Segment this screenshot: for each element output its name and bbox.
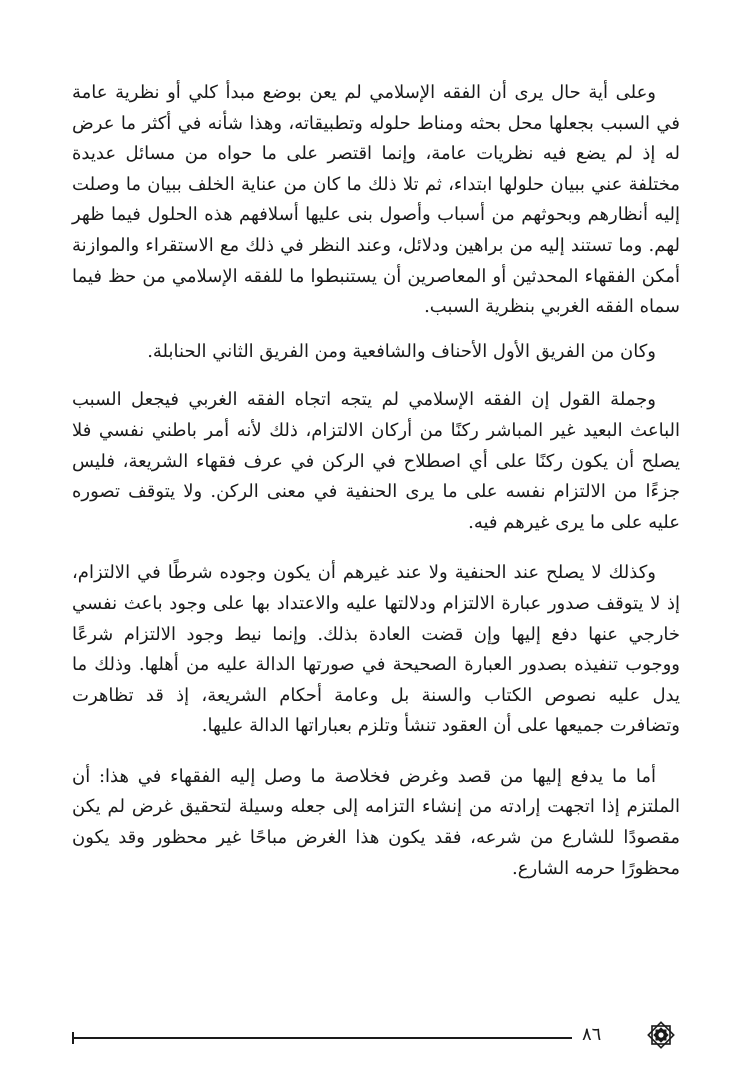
page-footer bbox=[72, 1018, 678, 1050]
page-body bbox=[72, 78, 680, 884]
footer-rule bbox=[72, 1037, 572, 1039]
paragraph-4: وكذلك لا يصلح عند الحنفية ولا عند غيرهم أن يكون وجوده شرطًا في الالتزام، إذ لا يتوقف صدور عبارة الالتزام ودلالتها عليه والاعتداد بها على وجود باعث نفسي خارجي عنها دفع إليها وإن قضت العادة بذلك. وإنما نيط وجود الالتزام شرعًا ووجوب تنفيذه بصدور العبارة الصحيحة في صورتها الدالة عليه من أهلها. وذلك ما يدل عليه نصوص الكتاب والسنة بل وعامة أحكام الشريعة، إذ قد تظاهرت وتضافرت جميعها على أن العقود تنشأ وتلزم بعباراتها الدالة عليها. bbox=[72, 562, 680, 737]
paragraph-1: وعلى أية حال يرى أن الفقه الإسلامي لم يعن بوضع مبدأ كلي أو نظرية عامة في السبب بجعلها محل بحثه ومناط حلوله وتطبيقاته، وهذا شأنه في أكثر ما عرض له إذ لم يضع فيه نظريات عامة، وإنما اقتصر على ما حواه من مسائل عديدة مختلفة عني ببيان حلولها ابتداء، ثم تلا ذلك ما كان من عناية الخلف ببيان ما وصلت إليه أنظارهم وبحوثهم من أسباب وأصول بنى عليها أسلافهم هذه الحلول فيما ظهر لهم. وما تستند إليه من براهين ودلائل، وعند النظر في ذلك مع الاستقراء والموازنة أمكن الفقهاء المحدثين أو المعاصرين أن يستنبطوا ما للفقه الإسلامي من حظ فيما سماه الفقه الغربي بنظرية السبب. bbox=[72, 82, 680, 318]
paragraph-3: وجملة القول إن الفقه الإسلامي لم يتجه اتجاه الفقه الغربي فيجعل السبب الباعث البعيد غير المباشر ركنًا من أركان الالتزام، ذلك لأنه أمر باطني نفسي فلا يصلح أن يكون ركنًا على أي اصطلاح في الركن في عرف فقهاء الشريعة، فليس جزءًا من الالتزام نفسه على ما يرى الحنفية في معنى الركن. ولا يتوقف تصوره عليه على ما يرى غيرهم فيه. bbox=[72, 389, 680, 533]
eight-point-star-ornament-icon bbox=[644, 1018, 678, 1052]
paragraph-5: أما ما يدفع إليها من قصد وغرض فخلاصة ما وصل إليه الفقهاء في هذا: أن الملتزم إذا اتجهت إرادته من إنشاء التزامه إلى جعله وسيلة لتحقيق غرض لم يكن مقصودًا للشارع من شرعه، فقد يكون هذا الغرض مباحًا غير محظور وقد يكون محظورًا حرمه الشارع. bbox=[72, 765, 680, 879]
paragraph-2: وكان من الفريق الأول الأحناف والشافعية ومن الفريق الثاني الحنابلة. bbox=[147, 340, 656, 362]
page-number: ٨٦ bbox=[582, 1024, 602, 1045]
